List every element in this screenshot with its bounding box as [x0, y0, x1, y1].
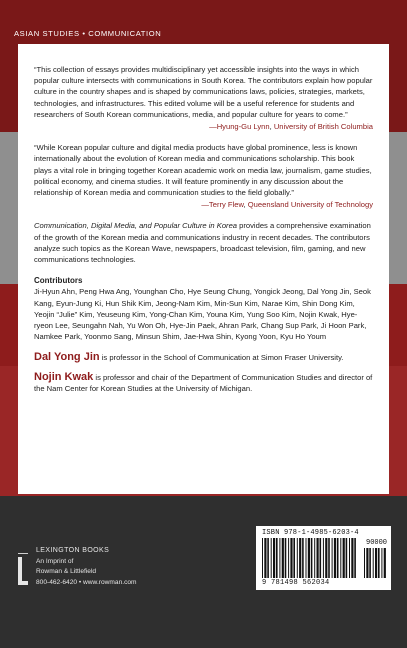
barcode-bar	[381, 548, 382, 578]
barcode-bar	[332, 538, 333, 578]
barcode-bar	[264, 538, 266, 578]
editor-name: Dal Yong Jin	[34, 351, 100, 364]
editor-bio-text: is professor in the School of Communication at Simon Fraser University.	[99, 353, 344, 363]
barcode-bar	[337, 538, 339, 578]
publisher-name: LEXINGTON BOOKS	[36, 547, 110, 554]
barcode-bar	[340, 538, 341, 578]
barcode-bar	[299, 538, 301, 578]
price-code: 90000	[366, 539, 388, 547]
barcode-bar	[276, 538, 278, 578]
isbn-text: ISBN 978-1-4985-6203-4	[262, 529, 359, 537]
contributors-heading: Contributors	[34, 276, 83, 286]
barcode-bar	[325, 538, 327, 578]
barcode-bar	[262, 538, 263, 578]
barcode	[256, 526, 391, 590]
barcode-bar	[317, 538, 319, 578]
barcode-bar	[290, 538, 292, 578]
publisher-contact: 800-462-6420 • www.rowman.com	[36, 578, 137, 586]
barcode-bar	[302, 538, 304, 578]
description-text: provides a comprehensive examination of the growth of the Korean media and communications industry in recent decades. The contributors analyze such topics as the Korean Wave, newspapers, broadcast television, film, gaming, and new communications technologies.	[34, 221, 371, 265]
barcode-bar	[273, 538, 275, 578]
endorsement-attribution-2: —Terry Flew, Queensland University of Technology	[201, 200, 373, 210]
publisher-parent: Rowman & Littlefield	[36, 568, 97, 575]
barcode-bar	[271, 538, 272, 578]
barcode-bar	[343, 538, 345, 578]
price-addon-bars	[364, 548, 388, 578]
barcode-bar	[293, 538, 295, 578]
barcode-bar	[320, 538, 322, 578]
barcode-bar	[267, 538, 269, 578]
editor-bio-1	[34, 352, 373, 363]
barcode-bar	[334, 538, 336, 578]
lexington-books-logo-icon	[18, 553, 28, 589]
barcode-bar	[306, 538, 307, 578]
barcode-bar	[369, 548, 371, 578]
book-description	[34, 220, 373, 265]
editor-name: Nojin Kwak	[34, 370, 94, 383]
barcode-bar	[373, 548, 374, 578]
endorsement-quote-1: “This collection of essays provides multidisciplinary yet accessible insights into the ways in which popular culture intersects with communications in South Korea. The contributors explain how popular culture in the country shapes and is shaped by communications laws, policies, strategies, markets, technologies, and infrastructures. This edited volume will be a useful reference for students and researchers of South Korean communications, media, and popular culture for years to come.”	[34, 65, 373, 119]
barcode-bar	[279, 538, 280, 578]
contributors-list: Ji-Hyun Ahn, Peng Hwa Ang, Younghan Cho, Hye Seung Chung, Yongick Jeong, Dal Yong Jin, Seok Kang, Eyun-Jung Ki, Hun Shik Kim, Jeong-Nam Kim, Min-Sun Kim, Narae Kim, Shin Dong Kim, Yeojin “Julie” Kim, Yeuseung Kim, Yong-Chan Kim, Youna Kim, Yung Soo Kim, Nojin Kwak, Hye-ryeon Lee, Seungahn Nah, Yu Won Oh, Hye-Jin Paek, Ahran Park, Chang Sup Park, Ji Hoon Park, Namkee Park, Yoonmo Sang, Minsun Shim, Jae-Hwa Shin, Kyong Yoon, Kyu Ho Youm	[34, 287, 371, 342]
barcode-bar	[354, 538, 356, 578]
barcode-bar	[384, 548, 386, 578]
barcode-bar	[366, 548, 368, 578]
endorsement-quote-2: “While Korean popular culture and digital media products have global prominence, less is known internationally about the evolution of Korean media and communications scholarship. This book plays a vital role in bringing together Korean academic work on media law, journalism, game studies, political economy, and cinema studies. It will feature prominently in any discussion about the relationship of Korean media and communication studies to the field globally.”	[34, 143, 372, 198]
barcode-bar	[282, 538, 284, 578]
endorsement-attribution-1: —Hyung-Gu Lynn, University of British Columbia	[209, 122, 373, 132]
endorser-name: —Terry Flew	[201, 200, 244, 210]
barcode-bar	[314, 538, 315, 578]
barcode-bar	[285, 538, 287, 578]
book-title: Communication, Digital Media, and Popular Culture in Korea	[34, 221, 238, 231]
barcode-bar	[323, 538, 324, 578]
barcode-bar	[378, 548, 380, 578]
barcode-bar	[349, 538, 350, 578]
endorser-affiliation: University of British Columbia	[273, 122, 373, 132]
barcode-bar	[308, 538, 310, 578]
barcode-bar	[297, 538, 298, 578]
endorser-affiliation: Queensland University of Technology	[247, 200, 373, 210]
barcode-bar	[328, 538, 330, 578]
ean-barcode-bars	[262, 538, 358, 578]
publisher-block	[36, 546, 137, 588]
series-label: ASIAN STUDIES • COMMUNICATION	[14, 29, 162, 38]
endorser-name: —Hyung-Gu Lynn	[209, 122, 270, 132]
back-cover-text-panel	[18, 44, 389, 494]
editor-bio-2	[34, 372, 373, 394]
barcode-bar	[375, 548, 377, 578]
barcode-bar	[364, 548, 365, 578]
barcode-bar	[288, 538, 289, 578]
publisher-imprint-line: An Imprint of	[36, 557, 74, 565]
editor-bio-text: is professor and chair of the Department of Communication Studies and director of the Nam Center for Korean Studies at the University of Michigan.	[34, 372, 373, 393]
barcode-bar	[346, 538, 348, 578]
ean-text: 9 781498 562034	[262, 579, 330, 587]
barcode-bar	[311, 538, 313, 578]
barcode-bar	[351, 538, 353, 578]
